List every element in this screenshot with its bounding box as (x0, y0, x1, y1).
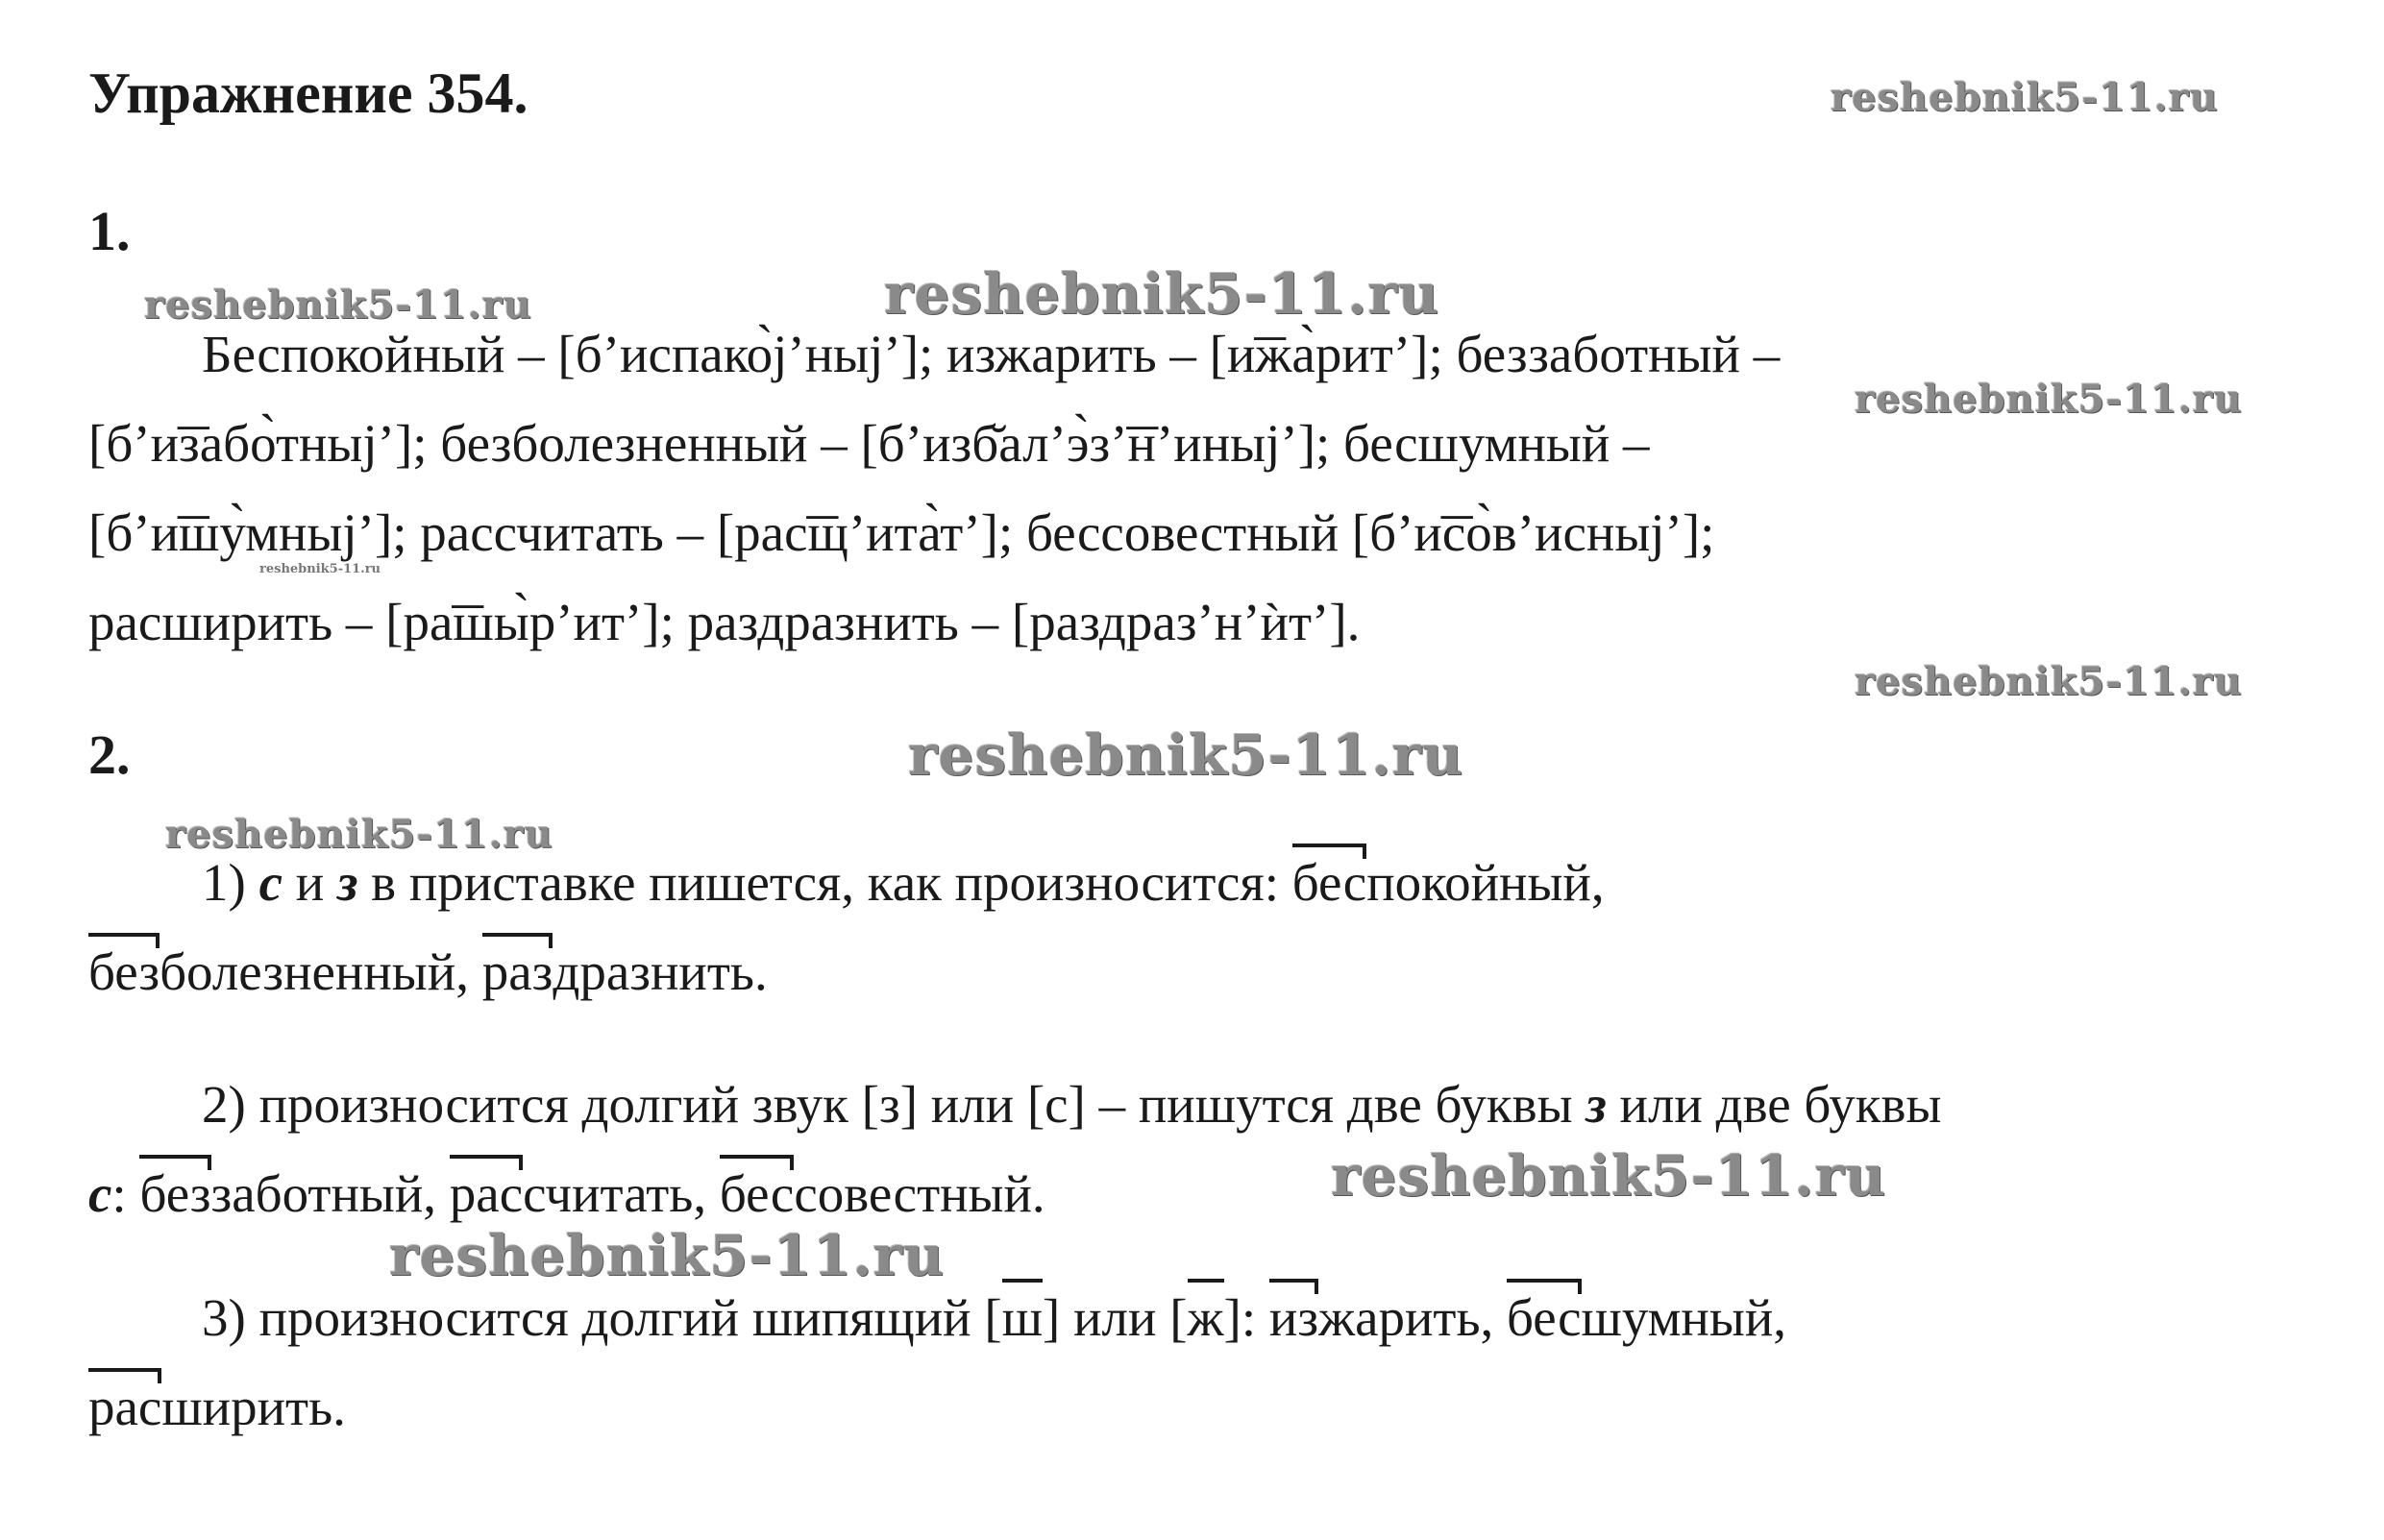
watermark: reshebnik5-11.ru (1855, 659, 2243, 704)
prefix-mark: бес (720, 1149, 794, 1238)
text-line: 1) с и з в приставке пишется, как произносится: беспокойный, (88, 838, 2366, 927)
watermark: reshebnik5-11.ru (1855, 377, 2243, 422)
long-sound-mark: ш (1002, 1273, 1043, 1362)
section-2-number: 2. (88, 723, 131, 786)
exercise-title: Упражнение 354. (88, 61, 528, 125)
prefix-mark: раз (482, 927, 553, 1016)
rule-2 (88, 1060, 2366, 1238)
prefix-mark: без (139, 1149, 210, 1238)
rule-3 (88, 1273, 2366, 1452)
text-line: расширить – [ра͞шы̀р’ит’]; раздразнить – [раздраз’н’ѝт’]. (88, 593, 1361, 651)
watermark: reshebnik5-11.ru (165, 812, 553, 857)
watermark: reshebnik5-11.ru (884, 261, 1440, 327)
long-sound-mark: ж (1188, 1273, 1224, 1362)
prefix-mark: без (88, 927, 160, 1016)
text-line: [б’и͞шу̀мныj’]; рассчитать – [рас͞щ’ита̀т’]; бессовестный [б’и͞со̀в’исныj’]; (88, 503, 1715, 562)
section-1-number: 1. (88, 200, 131, 262)
section-1-transcriptions (88, 309, 2366, 667)
watermark: reshebnik5-11.ru (144, 282, 532, 328)
text-line: 3) произносится долгий шипящий [ш] или [ж]: изжарить, бесшумный, (88, 1273, 2366, 1362)
text-line: 2) произносится долгий звук [з] или [с] – пишутся две буквы з или две буквы (202, 1075, 1942, 1134)
watermark: reshebnik5-11.ru (908, 722, 1464, 788)
prefix-mark: бес (1292, 838, 1366, 927)
watermark: reshebnik5-11.ru (1331, 1143, 1887, 1209)
watermark: reshebnik5-11.ru (259, 562, 381, 576)
prefix-mark: бес (1507, 1273, 1581, 1362)
text-line: с: беззаботный, рассчитать, бессовестный. (88, 1149, 2366, 1238)
text-line: безболезненный, раздразнить. (88, 927, 2366, 1016)
text-line: Беспокойный – [б’испако̀j’ныj’]; изжарить – [и͞жа̀рит’]; беззаботный – (202, 325, 1781, 383)
text-line: [б’и͞забо̀тныj’]; безболезненный – [б’изб̆ал’э̀з’͞н’иныj’]; бесшумный – (88, 414, 1650, 473)
prefix-mark: рас (450, 1149, 523, 1238)
prefix-mark: из (1269, 1273, 1318, 1362)
watermark: reshebnik5-11.ru (1831, 75, 2219, 120)
prefix-mark: рас (88, 1362, 161, 1452)
rule-1 (88, 838, 2366, 1016)
watermark: reshebnik5-11.ru (389, 1223, 946, 1288)
text-line: расширить. (88, 1362, 2366, 1452)
